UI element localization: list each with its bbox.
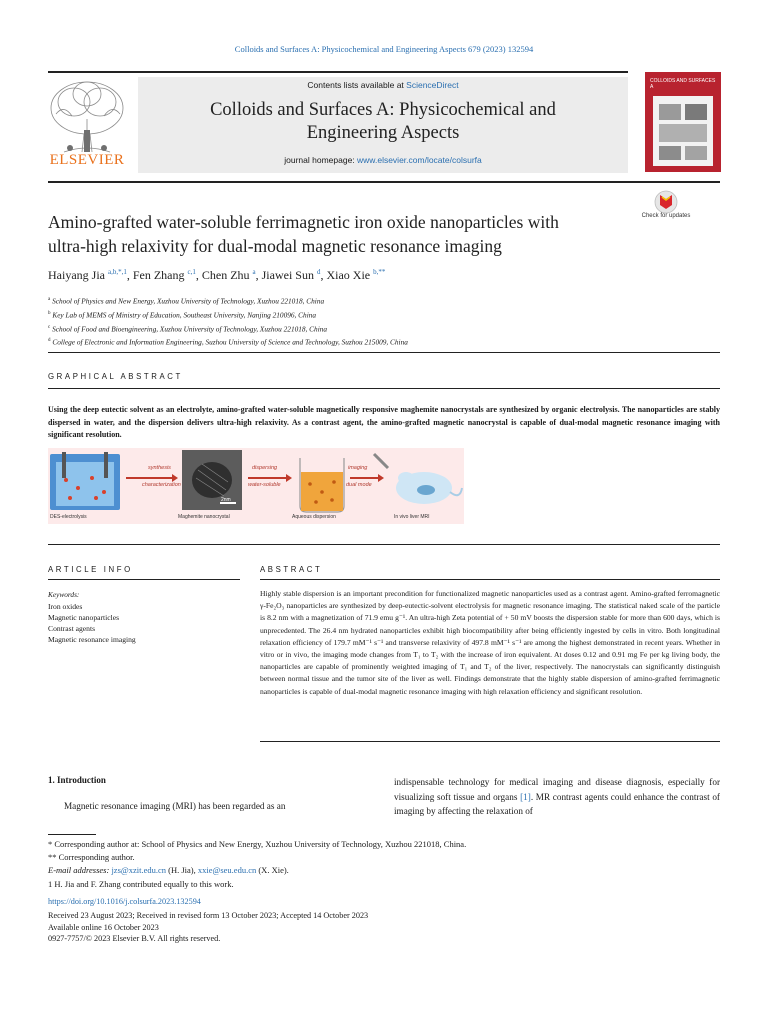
affiliation-text: School of Food and Bioengineering, Xuzhou University of Technology, Xuzhou 221018, China bbox=[52, 324, 328, 334]
keyword-item[interactable]: Iron oxides bbox=[48, 602, 83, 611]
cover-image-panel bbox=[653, 96, 713, 166]
contents-prefix: Contents lists available at bbox=[307, 80, 407, 90]
sciencedirect-link[interactable]: ScienceDirect bbox=[406, 80, 459, 90]
affiliation-item bbox=[48, 294, 688, 308]
section-rule bbox=[48, 388, 720, 389]
header-rule-bottom bbox=[48, 181, 720, 183]
keyword-item[interactable]: Magnetic resonance imaging bbox=[48, 635, 136, 644]
article-info-heading: ARTICLE INFO bbox=[48, 565, 133, 574]
cover-title: COLLOIDS AND SURFACES A bbox=[650, 78, 716, 90]
corresponding-author-note: * Corresponding author at: School of Physics and New Energy, Xuzhou University of Technology, Xuzhou 221018, China. bbox=[48, 839, 467, 849]
header-rule-top bbox=[48, 71, 628, 73]
abstract-text: Highly stable dispersion is an important precondition for functionalized magnetic nanoparticles used as a contrast agent. Amino-grafted ferromagnetic γ-Fe₂O₃ nanoparticles are synthesized by deep-eutectic-solvent electrolysis for magnetic resonance imaging. The statistical naked scale of the particle is 8.2 nm with a magnetization of 71.9 emu g⁻¹. An ultra-high Zeta potential of + 50 mV boosts the dispersion stable for more than 600 days, which is unprecedented. The 26.4 nm hydrated nanoparticles exhibit high biocompatibility after being efficiently ingested by cells in vitro. Both longitudinal relaxation efficiency of 179.7 mM⁻¹ s⁻¹ and transverse relaxivity of 497.8 mM⁻¹ s⁻¹ are among the highest demonstrated in recent years. Whether in vitro or in vivo, the imaging mode changes from T₁ to T₂ with the increase of iron equivalent. At doses 0.12 and 0.91 mg Fe per kg living body, the nanoparticles are capable of prominently weighted imaging of T₁ and T₂ of the liver, respectively. The nanocrystals can significantly distinguish between normal tissue and the tumor site of the liver as well. Findings demonstrate that the highly stable dispersion of amino-grafted ferrimagnetic nanoparticles is capable of dual-modal magnetic resonance imaging with high relaxation efficiency and significant resolution. bbox=[260, 589, 720, 696]
abstract-heading: ABSTRACT bbox=[260, 565, 323, 574]
scale-bar-label: 2nm bbox=[221, 497, 231, 503]
homepage-prefix: journal homepage: bbox=[284, 155, 358, 165]
graphical-abstract-figure[interactable] bbox=[48, 448, 464, 524]
graphical-abstract-heading: GRAPHICAL ABSTRACT bbox=[48, 372, 183, 381]
step-label: water-soluble bbox=[248, 482, 281, 488]
keyword-item[interactable]: Contrast agents bbox=[48, 624, 96, 633]
email-owner: (X. Xie). bbox=[256, 865, 289, 876]
author-marks[interactable]: c,1 bbox=[187, 268, 196, 276]
reference-link[interactable]: [1] bbox=[520, 791, 531, 802]
author-marks[interactable]: a bbox=[252, 268, 256, 276]
section-rule bbox=[260, 579, 720, 580]
author-name[interactable]: Xiao Xie bbox=[326, 268, 371, 282]
affiliation-item bbox=[48, 322, 688, 336]
article-title bbox=[48, 210, 628, 258]
email-owner: (H. Jia), bbox=[166, 865, 198, 876]
step-label: synthesis bbox=[148, 465, 171, 471]
panel-caption: Aqueous dispersion bbox=[292, 514, 336, 520]
panel-caption: DES-electrolysis bbox=[50, 514, 87, 520]
elsevier-wordmark[interactable]: ELSEVIER bbox=[49, 152, 125, 168]
email-link[interactable]: jzs@xzit.edu.cn bbox=[111, 865, 166, 876]
introduction-text-right bbox=[394, 775, 720, 819]
author-name[interactable]: Jiawei Sun bbox=[261, 268, 314, 282]
available-online-date: Available online 16 October 2023 bbox=[48, 922, 159, 932]
journal-title-line-1: Colloids and Surfaces A: Physicochemical and bbox=[210, 100, 556, 120]
affiliation-text: College of Electronic and Information Engineering, Suzhou University of Science and Technology, Suzhou 215009, China bbox=[52, 337, 408, 347]
journal-title-line-2: Engineering Aspects bbox=[306, 123, 460, 143]
email-link[interactable]: xxie@seu.edu.cn bbox=[197, 865, 257, 876]
cover-artwork bbox=[653, 96, 713, 166]
article-title-line-1: Amino-grafted water-soluble ferrimagnetic iron oxide nanoparticles with bbox=[48, 212, 559, 232]
keyword-list bbox=[48, 601, 136, 645]
doi-link[interactable]: https://doi.org/10.1016/j.colsurfa.2023.132594 bbox=[48, 897, 201, 906]
step-label: dispersing bbox=[252, 465, 278, 471]
affiliation-list bbox=[48, 294, 688, 349]
section-rule bbox=[260, 741, 720, 742]
email-label: E-mail addresses: bbox=[48, 865, 112, 876]
contents-line bbox=[138, 80, 628, 90]
copyright-line: 0927-7757/© 2023 Elsevier B.V. All rights reserved. bbox=[48, 934, 221, 943]
keywords-label: Keywords: bbox=[48, 590, 80, 599]
author-list: Haiyang Jia $^{a,b,*,1}$, Fen Zhang $^{c,1}$, Chen Zhu $^a$, Jiawei Sun $^d$, Xiao Xie $^{b,**}$ bbox=[48, 268, 386, 282]
author-name[interactable]: Fen Zhang bbox=[132, 268, 185, 282]
affiliation-mark: d bbox=[48, 338, 51, 344]
graphical-abstract-text: Using the deep eutectic solvent as an electrolyte, amino-grafted water-soluble magnetically responsive maghemite nanocrystals are synthesized by organic electrolysis. The nanoparticles are stably dispersed in water, and the dispersion delivers ultra-high relaxivity. As a contrast agent, the amino-grafted magnetic nanocrystal is capable of dual-modal magnetic resonance imaging with significant resolution. bbox=[48, 405, 720, 440]
article-title-line-2: ultra-high relaxivity for dual-modal magnetic resonance imaging bbox=[48, 236, 502, 256]
affiliation-mark: c bbox=[48, 324, 51, 330]
equal-contribution-note: 1 H. Jia and F. Zhang contributed equally to this work. bbox=[48, 878, 234, 889]
author-name[interactable]: Haiyang Jia bbox=[48, 268, 105, 282]
email-addresses bbox=[48, 864, 720, 877]
step-label: imaging bbox=[348, 465, 368, 471]
journal-title[interactable] bbox=[138, 99, 628, 145]
intro-text: indispensable technology for medical imaging and disease diagnosis, especially for visualizing soft tissue and organs bbox=[394, 777, 720, 802]
author-marks[interactable]: b,** bbox=[373, 268, 386, 276]
panel-caption: In vivo liver MRI bbox=[394, 514, 430, 520]
received-dates: Received 23 August 2023; Received in revised form 13 October 2023; Accepted 14 October 2023 bbox=[48, 911, 369, 920]
keyword-item[interactable]: Magnetic nanoparticles bbox=[48, 613, 120, 622]
author-marks[interactable]: a,b,*,1 bbox=[107, 268, 127, 276]
check-for-updates-label[interactable]: Check for updates bbox=[641, 213, 691, 219]
section-rule bbox=[48, 352, 720, 353]
author-name[interactable]: Chen Zhu bbox=[201, 268, 250, 282]
footnotes bbox=[48, 838, 720, 891]
section-rule bbox=[48, 544, 720, 545]
check-for-updates-icon[interactable] bbox=[646, 190, 686, 214]
homepage-link[interactable]: www.elsevier.com/locate/colsurfa bbox=[357, 155, 482, 165]
step-label: dual mode bbox=[346, 482, 372, 488]
panel-caption: Maghemite nanocrystal bbox=[178, 514, 230, 520]
affiliation-item bbox=[48, 335, 688, 349]
introduction-text-left: Magnetic resonance imaging (MRI) has been regarded as an bbox=[64, 801, 286, 811]
article-history bbox=[48, 910, 368, 945]
introduction-heading: 1. Introduction bbox=[48, 775, 106, 785]
intro-text: . MR contrast agents could enhance the contrast of imaging by affecting the relaxation of bbox=[394, 791, 720, 816]
corresponding-author-note: ** Corresponding author. bbox=[48, 852, 135, 863]
footnote-rule bbox=[48, 834, 96, 835]
journal-reference[interactable]: Colloids and Surfaces A: Physicochemical and Engineering Aspects 679 (2023) 132594 bbox=[234, 44, 534, 54]
author-marks[interactable]: d bbox=[316, 268, 321, 276]
affiliation-mark: b bbox=[48, 310, 51, 316]
affiliation-mark: a bbox=[48, 297, 51, 302]
section-rule bbox=[48, 579, 240, 580]
affiliation-text: School of Physics and New Energy, Xuzhou University of Technology, Xuzhou 221018, China bbox=[52, 296, 325, 306]
journal-homepage-line bbox=[138, 155, 628, 165]
affiliation-text: Key Lab of MEMS of Ministry of Education, Southeast University, Nanjing 210096, China bbox=[52, 310, 317, 320]
step-label: characterization bbox=[142, 482, 181, 488]
affiliation-item bbox=[48, 308, 688, 322]
